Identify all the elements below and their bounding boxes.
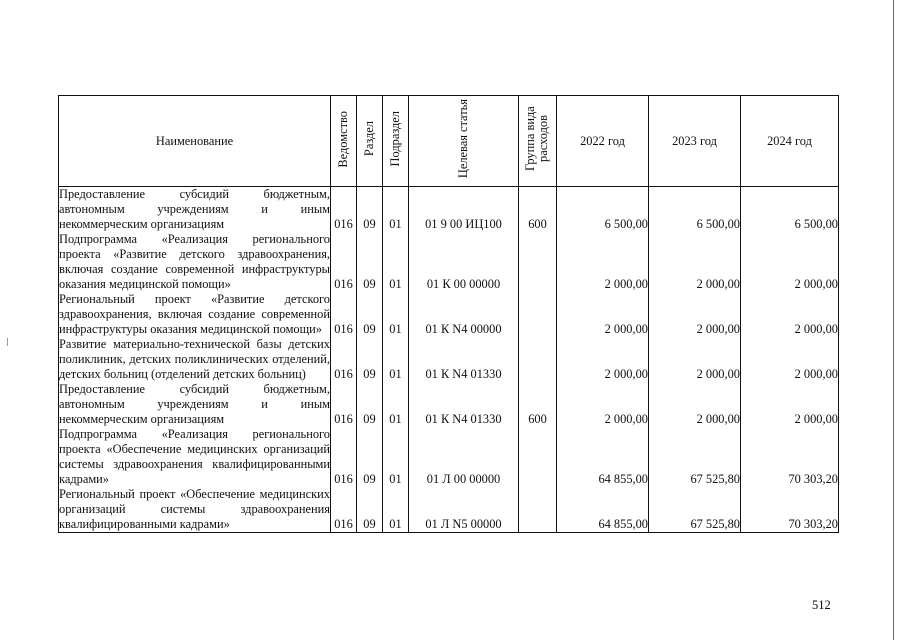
cell-section: 09 <box>357 382 383 427</box>
cell-y2023: 67 525,80 <box>649 487 741 533</box>
header-2023: 2023 год <box>649 96 741 187</box>
cell-subsection: 01 <box>383 427 409 487</box>
header-dept: Ведомство <box>331 96 357 187</box>
cell-subsection: 01 <box>383 382 409 427</box>
cell-subsection: 01 <box>383 487 409 533</box>
cell-target: 01 Л N5 00000 <box>409 487 519 533</box>
header-row <box>59 96 839 187</box>
cell-y2023: 2 000,00 <box>649 292 741 337</box>
table-row <box>59 232 839 292</box>
cell-target: 01 К N4 01330 <box>409 337 519 382</box>
cell-name: Региональный проект «Обеспечение медицинских организаций системы здравоохранения квалифицированными кадрами» <box>59 487 330 531</box>
table-row <box>59 382 839 427</box>
cell-dept: 016 <box>331 487 357 533</box>
cell-y2024: 70 303,20 <box>741 487 839 533</box>
cell-section: 09 <box>357 487 383 533</box>
header-name: Наименование <box>59 96 331 187</box>
cell-y2022: 2 000,00 <box>557 337 649 382</box>
cell-exp-group <box>519 337 557 382</box>
cell-exp-group <box>519 232 557 292</box>
cell-target: 01 К 00 00000 <box>409 232 519 292</box>
header-section: Раздел <box>357 96 383 187</box>
cell-section: 09 <box>357 427 383 487</box>
cell-y2023: 2 000,00 <box>649 337 741 382</box>
cell-name: Региональный проект «Развитие детского здравоохранения, включая создание современной инфраструктуры оказания медицинской помощи» <box>59 292 330 336</box>
cell-y2023: 6 500,00 <box>649 187 741 233</box>
cell-section: 09 <box>357 337 383 382</box>
cell-y2024: 2 000,00 <box>741 292 839 337</box>
cell-exp-group: 600 <box>519 187 557 233</box>
cell-target: 01 К N4 01330 <box>409 382 519 427</box>
cell-y2022: 2 000,00 <box>557 382 649 427</box>
cell-y2023: 2 000,00 <box>649 382 741 427</box>
cell-dept: 016 <box>331 382 357 427</box>
table-row <box>59 187 839 233</box>
budget-table <box>58 95 839 533</box>
cell-name: Подпрограмма «Реализация регионального проекта «Развитие детского здравоохранения, включая создание современной инфраструктуры оказания медицинской помощи» <box>59 232 330 291</box>
cell-exp-group <box>519 292 557 337</box>
cell-subsection: 01 <box>383 232 409 292</box>
table-row <box>59 292 839 337</box>
cell-section: 09 <box>357 232 383 292</box>
cell-y2024: 2 000,00 <box>741 232 839 292</box>
cell-y2023: 67 525,80 <box>649 427 741 487</box>
page-edge <box>893 0 894 640</box>
cell-y2022: 64 855,00 <box>557 427 649 487</box>
cell-y2024: 70 303,20 <box>741 427 839 487</box>
cell-target: 01 9 00 ИЦ100 <box>409 187 519 233</box>
cell-subsection: 01 <box>383 337 409 382</box>
table-row <box>59 337 839 382</box>
cell-subsection: 01 <box>383 292 409 337</box>
cell-dept: 016 <box>331 232 357 292</box>
cell-dept: 016 <box>331 427 357 487</box>
cell-subsection: 01 <box>383 187 409 233</box>
table-row <box>59 487 839 533</box>
header-subsection: Подраздел <box>383 96 409 187</box>
page-number: 512 <box>812 598 831 612</box>
cell-name: Предоставление субсидий бюджетным, автономным учреждениям и иным некоммерческим организациям <box>59 187 330 231</box>
cell-target: 01 Л 00 00000 <box>409 427 519 487</box>
cell-y2022: 2 000,00 <box>557 232 649 292</box>
cell-exp-group <box>519 427 557 487</box>
header-target: Целевая статья <box>409 96 519 187</box>
cell-dept: 016 <box>331 187 357 233</box>
cell-dept: 016 <box>331 337 357 382</box>
scan-mark <box>7 338 8 346</box>
header-exp-group: Группа вида расходов <box>519 96 557 187</box>
cell-target: 01 К N4 00000 <box>409 292 519 337</box>
cell-name: Предоставление субсидий бюджетным, автономным учреждениям и иным некоммерческим организациям <box>59 382 330 426</box>
cell-y2022: 64 855,00 <box>557 487 649 533</box>
cell-name: Подпрограмма «Реализация регионального проекта «Обеспечение медицинских организаций системы здравоохранения квалифицированными кадрами» <box>59 427 330 486</box>
cell-exp-group <box>519 487 557 533</box>
cell-section: 09 <box>357 292 383 337</box>
header-2024: 2024 год <box>741 96 839 187</box>
cell-y2024: 6 500,00 <box>741 187 839 233</box>
cell-y2023: 2 000,00 <box>649 232 741 292</box>
cell-y2024: 2 000,00 <box>741 382 839 427</box>
cell-y2022: 2 000,00 <box>557 292 649 337</box>
cell-exp-group: 600 <box>519 382 557 427</box>
table-row <box>59 427 839 487</box>
cell-section: 09 <box>357 187 383 233</box>
cell-name: Развитие материально-технической базы детских поликлиник, детских поликлинических отделений, детских больниц (отделений детских больниц) <box>59 337 330 381</box>
cell-y2022: 6 500,00 <box>557 187 649 233</box>
cell-y2024: 2 000,00 <box>741 337 839 382</box>
cell-dept: 016 <box>331 292 357 337</box>
header-2022: 2022 год <box>557 96 649 187</box>
